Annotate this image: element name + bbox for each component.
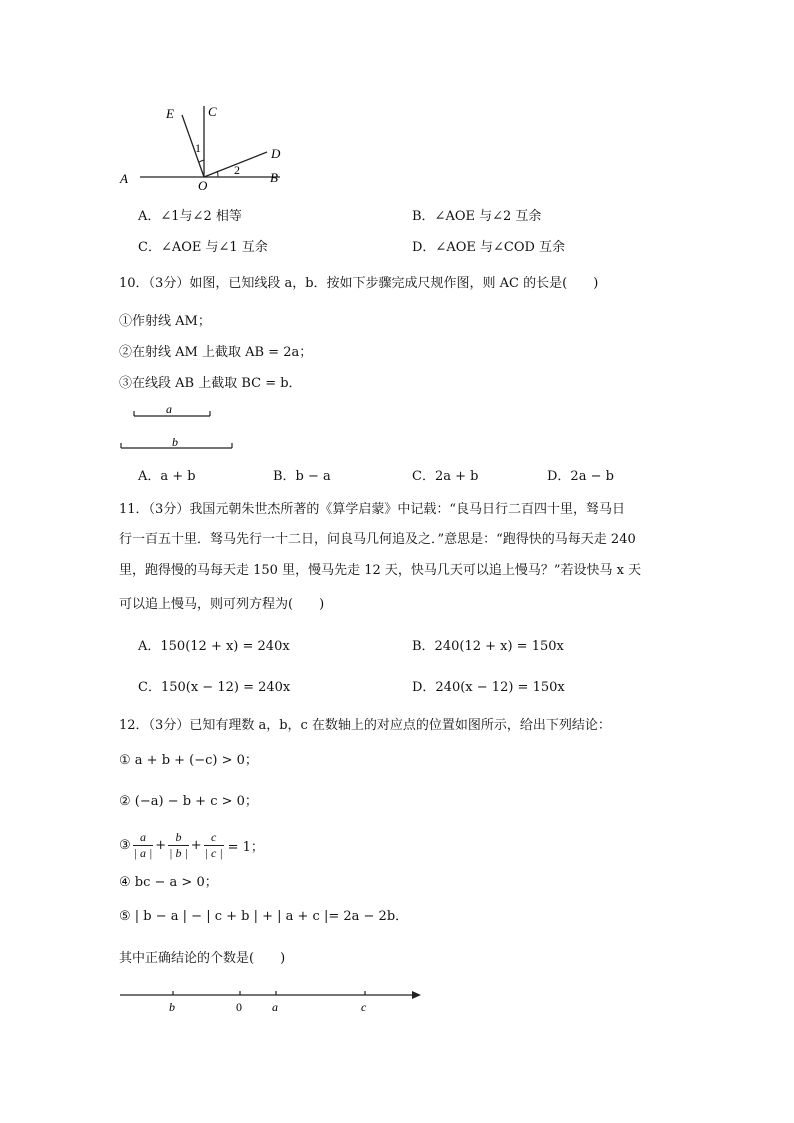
q12-conclusion-4: ④ bc − a > 0； [119,875,218,890]
fraction-c-denominator: | c | [204,845,223,860]
q10-step-3: ③在线段 AB 上截取 BC = b． [119,376,302,391]
q10-option-d: D．2a − b [547,469,614,484]
q12-conclusion-2: ② (−a) − b + c > 0； [119,794,258,809]
number-line [115,985,425,1017]
q11-option-d: D．240(x − 12) = 150x [412,680,565,695]
q11-line-4: 可以追上慢马，则可列方程为( ) [119,597,325,612]
label-angle-1: 1 [195,141,201,155]
q11-line-3: 里，跑得慢的马每天走 150 里，慢马先走 12 天，快马几天可以追上慢马？”若设快马 x 天 [119,563,642,578]
q12-conclusion-5: ⑤ | b − a | − | c + b | + | a + c |= 2a − 2b． [119,909,409,924]
q10-step-1: ①作射线 AM； [119,314,211,329]
label-seg-b: b [172,435,178,449]
label-angle-2: 2 [234,163,240,177]
q11-line-1: 11．（3分）我国元朝朱世杰所著的《算学启蒙》中记载：“良马日行二百四十里，驽马日 [119,502,625,517]
fraction-a [133,830,154,861]
q10-option-b: B．b − a [273,469,331,484]
label-seg-a: a [166,402,172,416]
label-o: O [198,178,208,193]
label-axis-a: a [272,1000,278,1014]
label-axis-c: c [361,1000,367,1014]
angle-figure [115,100,295,195]
axis-arrow [412,991,421,999]
q12-conclusion-3 [119,827,264,863]
label-e: E [166,106,174,121]
q11-option-b: B．240(12 + x) = 150x [412,639,564,654]
q9-option-b: B．∠AOE 与∠2 互余 [412,209,542,224]
q10-stem: 10．（3分）如图，已知线段 a，b．按如下步骤完成尺规作图，则 AC 的长是( ) [119,276,599,291]
fraction-b-numerator: b [175,829,182,844]
fraction-b [168,830,189,861]
q12-stem: 12．（3分）已知有理数 a，b，c 在数轴上的对应点的位置如图所示，给出下列结论： [119,718,611,733]
label-axis-zero: 0 [236,1000,242,1014]
fraction-b-denominator: | b | [169,845,188,860]
q11-option-c: C．150(x − 12) = 240x [138,680,291,695]
q9-option-a: A．∠1与∠2 相等 [138,209,242,224]
c3-tail: = 1； [227,839,264,855]
label-c: C [208,104,217,119]
fraction-a-numerator: a [139,829,146,844]
label-axis-b: b [169,1000,175,1014]
q10-step-2: ②在射线 AM 上截取 AB = 2a； [119,345,313,360]
segment-figure [115,400,245,455]
arc-angle-1 [199,160,204,162]
q10-option-c: C．2a + b [412,469,479,484]
fraction-c [204,830,224,861]
label-b: B [270,170,278,185]
label-a: A [120,171,128,186]
q12-conclusion-1: ① a + b + (−c) > 0； [119,753,258,768]
arc-angle-2 [217,171,218,177]
q11-option-a: A．150(12 + x) = 240x [138,639,290,654]
c3-prefix: ③ [119,837,131,853]
fraction-c-numerator: c [210,829,217,844]
plus-2: + [190,837,202,853]
q9-option-c: C．∠AOE 与∠1 互余 [138,240,268,255]
fraction-a-denominator: | a | [133,845,153,860]
plus-1: + [155,837,167,853]
q12-question: 其中正确结论的个数是( ) [119,951,286,966]
q9-option-d: D．∠AOE 与∠COD 互余 [412,240,566,255]
q10-option-a: A．a + b [138,469,196,484]
q11-line-2: 行一百五十里．驽马先行一十二日，问良马几何追及之．”意思是：“跑得快的马每天走 240 [119,532,636,547]
label-d: D [271,146,281,161]
